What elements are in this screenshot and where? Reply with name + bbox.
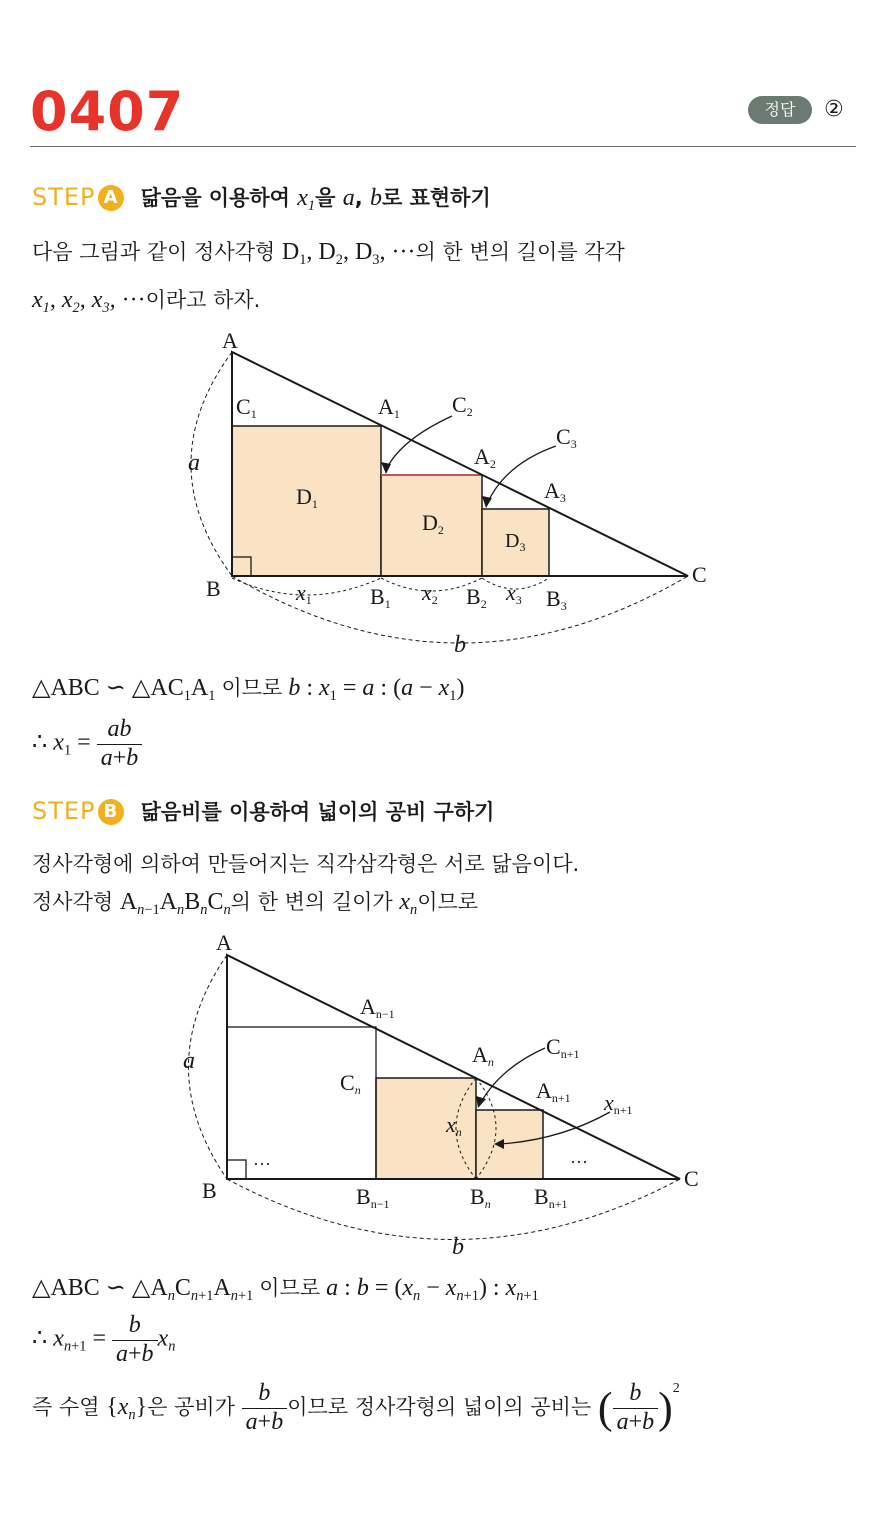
label-cn: Cn — [340, 1070, 361, 1097]
label-d1: D1 — [296, 484, 318, 511]
label-c-vertex-2: C — [684, 1166, 699, 1191]
step-b-recursion: ∴ $x_{n+1}$ = $\frac{b}{a+b}$ $x_n$ — [32, 1312, 176, 1367]
label-x2: x2 — [422, 580, 438, 607]
label-an-1: An−1 — [360, 994, 395, 1021]
label-cn1: Cn+1 — [546, 1034, 580, 1061]
header-divider — [30, 146, 856, 147]
step-b-line-2: 정사각형 $A_{n-1}A_nB_nC_n$의 한 변의 길이가 $x_n$이므로 — [32, 889, 479, 919]
label-b1: B1 — [370, 584, 391, 611]
step-b-conclusion: 즉 수열 $\{x_n\}$은 공비가 $\frac{b}{a+b}$ 이므로 정사각형의 넓이의 공비는 ( $\frac{b}{a+b}$ )$^2$ — [32, 1380, 680, 1435]
label-d2: D2 — [422, 510, 444, 537]
step-a-label: STEP — [32, 183, 96, 211]
text: 이므로 — [259, 1276, 321, 1300]
label-bn: Bn — [470, 1184, 491, 1211]
step-b-title: 닮음비를 이용하여 넓이의 공비 구하기 — [140, 800, 495, 824]
step-a-similarity: △ABC ∽ $\triangle AC_1A_1$ 이므로 b : $x_1 = a$ : $(a - x_1)$ — [32, 675, 465, 705]
label-a-vertex-2: A — [216, 930, 232, 955]
text: 다음 그림과 같이 정사각형 — [32, 240, 282, 264]
arrowhead-c3 — [482, 496, 492, 508]
figure-1 — [0, 320, 888, 670]
problem-number: 0407 — [30, 80, 185, 143]
right-angle-mark-2 — [227, 1160, 246, 1179]
math-inline: $x_1$, $x_2$, $x_3$, ··· — [32, 287, 146, 317]
square-prev — [227, 1027, 376, 1179]
label-x3: x3 — [506, 580, 522, 607]
brace-b-2 — [227, 1179, 680, 1240]
text: 이므로 정사각형의 넓이의 공비는 — [287, 1395, 592, 1420]
label-bn-1: Bn−1 — [356, 1184, 390, 1211]
label-side-a: a — [188, 450, 200, 476]
step-b-label: STEP — [32, 797, 96, 825]
step-b-badge: B — [98, 799, 124, 825]
step-b-similarity: △ABC ∽ $\triangle A_nC_{n+1}A_{n+1}$ 이므로 a : $b = (x_n - x_{n+1})$ : $x_{n+1}$ — [32, 1275, 539, 1305]
answer-value: ② — [824, 97, 844, 122]
label-d3: $D_3$ — [505, 530, 526, 554]
label-an1: An+1 — [536, 1078, 571, 1105]
label-a2: A2 — [474, 444, 496, 471]
label-xn: xn — [446, 1112, 462, 1139]
math-inline: $A_{n-1}A_nB_nC_n$ — [119, 889, 231, 919]
text: 정사각형 — [32, 890, 120, 914]
text: 이므로 — [417, 890, 479, 914]
arrowhead-cn1 — [476, 1096, 486, 1108]
label-side-b-2: b — [452, 1234, 464, 1260]
label-a-vertex: A — [222, 328, 238, 353]
step-a-title-text: 을 — [315, 186, 343, 210]
label-b3: B3 — [546, 586, 567, 613]
step-a-title: 닮음을 이용하여 $x_1$을 a, b로 표현하기 — [140, 185, 491, 215]
label-a1: A1 — [378, 394, 400, 421]
text: 즉 수열 — [32, 1395, 107, 1420]
step-b-line-1: 정사각형에 의하여 만들어지는 직각삼각형은 서로 닮음이다. — [32, 852, 580, 876]
label-c-vertex: C — [692, 562, 707, 587]
step-b-heading — [32, 796, 494, 826]
label-b-vertex-2: B — [202, 1178, 217, 1203]
step-a-title-text: 닮음을 이용하여 — [140, 186, 298, 210]
text: 은 공비가 — [147, 1395, 242, 1420]
text: 의 한 변의 길이를 각각 — [415, 240, 625, 264]
dots-left: ··· — [253, 1154, 271, 1174]
arrowhead-c2 — [381, 462, 391, 474]
step-a-line-1 — [32, 236, 625, 269]
step-a-title-text: , — [354, 186, 371, 210]
step-a-result: ∴ $x_1$ = $\frac{ab}{a+b}$ — [32, 716, 142, 772]
text: 이라고 하자. — [145, 288, 261, 312]
text: 의 한 변의 길이가 — [230, 890, 400, 914]
label-side-b: b — [454, 632, 466, 658]
answer-badge: 정답 — [748, 96, 812, 124]
step-a-title-text: 로 표현하기 — [382, 186, 491, 210]
step-a-heading — [32, 182, 491, 215]
label-c1: C1 — [236, 394, 257, 421]
text: 이므로 — [221, 676, 283, 700]
label-b-vertex: B — [206, 576, 221, 601]
dots-right: ··· — [570, 1152, 588, 1172]
label-an: An — [472, 1042, 494, 1069]
figure-2 — [0, 926, 888, 1266]
label-xn1: xn+1 — [604, 1090, 633, 1117]
step-a-line-2 — [32, 284, 260, 317]
label-c3: C3 — [556, 424, 577, 451]
label-c2: C2 — [452, 392, 473, 419]
label-x1: x1 — [296, 580, 312, 607]
label-a3: A3 — [544, 478, 566, 505]
label-b2: B2 — [466, 584, 487, 611]
step-a-badge: A — [98, 185, 124, 211]
square-cn1 — [476, 1110, 543, 1179]
math-inline: $D_1$, $D_2$, $D_3$, ··· — [281, 239, 416, 269]
label-side-a-2: a — [183, 1048, 195, 1074]
label-bn1: Bn+1 — [534, 1184, 568, 1211]
